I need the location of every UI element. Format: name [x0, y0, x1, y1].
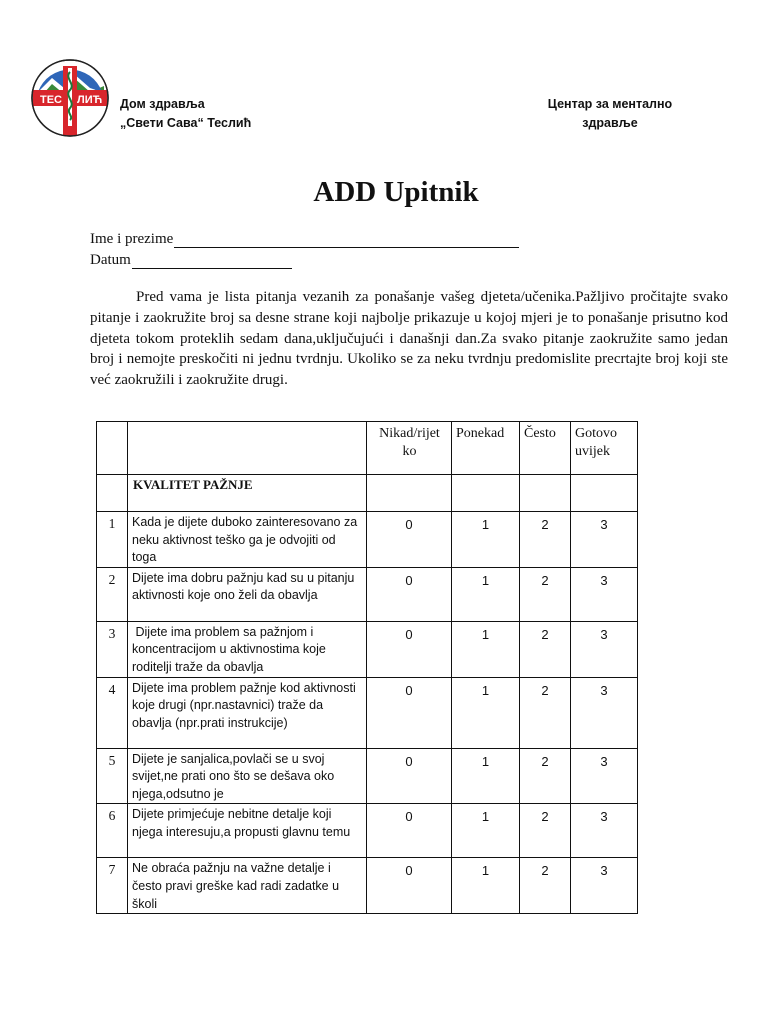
- score-option[interactable]: 1: [452, 677, 520, 748]
- score-option[interactable]: 0: [367, 677, 452, 748]
- item-number: 5: [97, 748, 128, 804]
- score-option[interactable]: 2: [520, 567, 571, 621]
- table-row: [97, 677, 638, 748]
- score-option[interactable]: 2: [520, 677, 571, 748]
- score-option[interactable]: 3: [571, 748, 638, 804]
- score-option[interactable]: 3: [571, 677, 638, 748]
- date-field-line[interactable]: [132, 255, 292, 269]
- item-number: 7: [97, 858, 128, 914]
- score-option[interactable]: 3: [571, 804, 638, 858]
- instructions-paragraph: Pred vama je lista pitanja vezanih za ponašanje vašeg djeteta/učenika.Pažljivo pročitajte svako pitanje i zaokružite broj sa desne strane koji najbolje prikazuje u kojoj mjeri je to ponašanje prisutno kod djeteta tokom proteklih sedam dana,uključujući i današnji dan.Za svako pitanje zaokružite samo jedan broj i nemojte preskočiti ni jednu tvrdnju. Ukoliko se za neku tvrdnju predomislite precrtajte broj koji ste već zaokružili i zaokružite drugi.: [90, 289, 728, 389]
- table-row: [97, 567, 638, 621]
- health-center-logo: [30, 58, 110, 138]
- item-number: 1: [97, 512, 128, 568]
- score-option[interactable]: 1: [452, 804, 520, 858]
- header-item-cell: [128, 422, 367, 475]
- section-empty-cell: [571, 475, 638, 512]
- item-number: 6: [97, 804, 128, 858]
- questionnaire-table: [96, 421, 638, 914]
- table-row: [97, 621, 638, 677]
- organization-name: [120, 95, 251, 133]
- score-option[interactable]: 2: [520, 512, 571, 568]
- date-field-label: Datum: [90, 252, 131, 268]
- dept-name-line1: Центар за ментално: [547, 97, 673, 111]
- column-header-often: Često: [520, 422, 571, 475]
- dept-name-line2: здравље: [582, 116, 638, 130]
- column-header-almost-always: Gotovo uvijek: [571, 422, 638, 475]
- logo-text-left: ТЕС: [40, 94, 62, 106]
- item-text: Dijete ima dobru pažnju kad su u pitanju aktivnosti koje ono želi da obavlja: [128, 567, 367, 621]
- section-num-cell: [97, 475, 128, 512]
- item-text: Dijete primjećuje nebitne detalje koji njega interesuju,a propusti glavnu temu: [128, 804, 367, 858]
- name-field-label: Ime i prezime: [90, 231, 174, 247]
- score-option[interactable]: 3: [571, 858, 638, 914]
- section-row: [97, 475, 638, 512]
- section-empty-cell: [452, 475, 520, 512]
- column-header-never: Nikad/rijet ko: [367, 422, 452, 475]
- item-text: Dijete je sanjalica,povlači se u svoj svijet,ne prati ono što se dešava oko njega,odsutno je: [128, 748, 367, 804]
- score-option[interactable]: 1: [452, 858, 520, 914]
- section-title: KVALITET PAŽNJE: [128, 475, 367, 512]
- name-field-line[interactable]: [174, 234, 519, 248]
- score-option[interactable]: 3: [571, 621, 638, 677]
- score-option[interactable]: 2: [520, 621, 571, 677]
- score-option[interactable]: 3: [571, 567, 638, 621]
- org-name-line1: Дом здравља: [120, 97, 205, 111]
- score-option[interactable]: 0: [367, 858, 452, 914]
- item-number: 4: [97, 677, 128, 748]
- item-text: Dijete ima problem pažnje kod aktivnosti koje drugi (npr.nastavnici) traže da obavlja (npr.prati instrukcije): [128, 677, 367, 748]
- score-option[interactable]: 2: [520, 748, 571, 804]
- document-title: ADD Upitnik: [313, 176, 479, 208]
- score-option[interactable]: 0: [367, 748, 452, 804]
- section-empty-cell: [367, 475, 452, 512]
- column-header-sometimes: Ponekad: [452, 422, 520, 475]
- score-option[interactable]: 3: [571, 512, 638, 568]
- score-option[interactable]: 0: [367, 804, 452, 858]
- score-option[interactable]: 0: [367, 621, 452, 677]
- org-name-line2: „Свети Сава“ Теслић: [120, 116, 252, 130]
- department-name: [535, 95, 685, 133]
- score-option[interactable]: 2: [520, 858, 571, 914]
- logo-text-right: ЛИЋ: [77, 94, 103, 106]
- table-header-row: [97, 422, 638, 475]
- date-field[interactable]: [90, 252, 292, 269]
- score-option[interactable]: 1: [452, 621, 520, 677]
- item-number: 2: [97, 567, 128, 621]
- name-field[interactable]: [90, 231, 519, 248]
- table-row: [97, 858, 638, 914]
- table-row: [97, 512, 638, 568]
- score-option[interactable]: 1: [452, 748, 520, 804]
- score-option[interactable]: 0: [367, 567, 452, 621]
- question-rows: [97, 512, 638, 914]
- item-text: Ne obraća pažnju na važne detalje i često pravi greške kad radi zadatke u školi: [128, 858, 367, 914]
- score-option[interactable]: 1: [452, 512, 520, 568]
- item-number: 3: [97, 621, 128, 677]
- score-option[interactable]: 2: [520, 804, 571, 858]
- table-row: [97, 748, 638, 804]
- section-empty-cell: [520, 475, 571, 512]
- header-num-cell: [97, 422, 128, 475]
- score-option[interactable]: 1: [452, 567, 520, 621]
- item-text: Dijete ima problem sa pažnjom i koncentracijom u aktivnostima koje roditelji traže da obavlja: [128, 621, 367, 677]
- item-text: Kada je dijete duboko zainteresovano za neku aktivnost teško ga je odvojiti od toga: [128, 512, 367, 568]
- table-row: [97, 804, 638, 858]
- score-option[interactable]: 0: [367, 512, 452, 568]
